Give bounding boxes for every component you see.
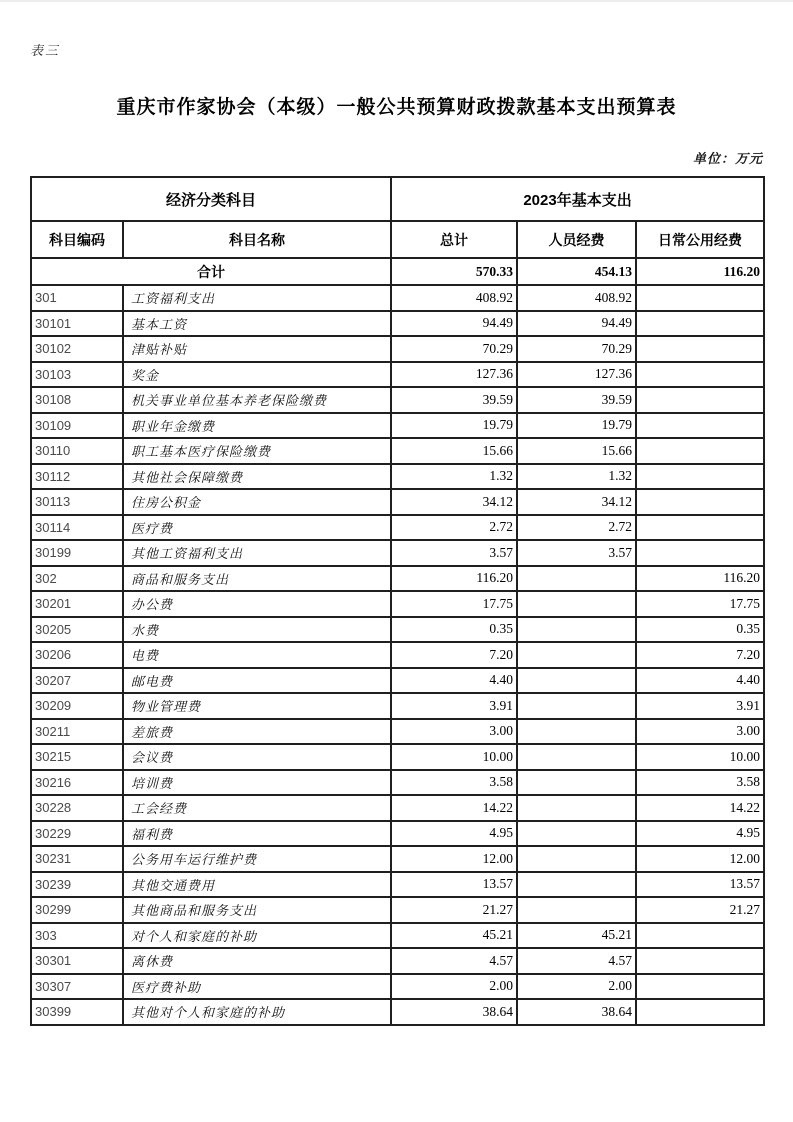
daily-value-cell (636, 489, 764, 515)
subject-code-cell: 30201 (31, 591, 123, 617)
table-row (31, 744, 764, 770)
daily-value-cell: 3.00 (636, 719, 764, 745)
unit-note: 单位：万元 (692, 151, 763, 166)
subject-code-cell: 303 (31, 923, 123, 949)
personnel-value-cell (517, 744, 636, 770)
grand-total-label: 合计 (31, 258, 391, 285)
header-economic-classification: 经济分类科目 (31, 177, 391, 221)
subject-name-cell: 职业年金缴费 (123, 413, 391, 439)
subject-code-cell: 30112 (31, 464, 123, 490)
subject-name-cell: 对个人和家庭的补助 (123, 923, 391, 949)
subject-code-cell: 30307 (31, 974, 123, 1000)
personnel-value-cell: 39.59 (517, 387, 636, 413)
personnel-value-cell: 3.57 (517, 540, 636, 566)
personnel-value-cell (517, 617, 636, 643)
total-value-cell: 3.57 (391, 540, 517, 566)
subject-code-cell: 30228 (31, 795, 123, 821)
personnel-value-cell: 38.64 (517, 999, 636, 1025)
total-value-cell: 4.40 (391, 668, 517, 694)
total-value-cell: 45.21 (391, 923, 517, 949)
subject-name-cell: 奖金 (123, 362, 391, 388)
total-value-cell: 38.64 (391, 999, 517, 1025)
table-row (31, 413, 764, 439)
personnel-value-cell (517, 846, 636, 872)
daily-value-cell: 116.20 (636, 566, 764, 592)
total-value-cell: 116.20 (391, 566, 517, 592)
subject-name-cell: 津贴补贴 (123, 336, 391, 362)
subject-code-cell: 30299 (31, 897, 123, 923)
personnel-value-cell (517, 795, 636, 821)
column-header-subject-code: 科目编码 (31, 221, 123, 258)
total-value-cell: 13.57 (391, 872, 517, 898)
daily-value-cell: 17.75 (636, 591, 764, 617)
table-row (31, 897, 764, 923)
daily-value-cell (636, 311, 764, 337)
daily-value-cell (636, 974, 764, 1000)
table-row (31, 617, 764, 643)
personnel-value-cell: 127.36 (517, 362, 636, 388)
subject-name-cell: 工资福利支出 (123, 285, 391, 311)
subject-code-cell: 30205 (31, 617, 123, 643)
subject-name-cell: 公务用车运行维护费 (123, 846, 391, 872)
grand-total-personnel-value: 454.13 (517, 258, 636, 285)
subject-code-cell: 30102 (31, 336, 123, 362)
daily-value-cell (636, 948, 764, 974)
total-value-cell: 12.00 (391, 846, 517, 872)
table-row (31, 642, 764, 668)
header-2023-basic-expenditure: 2023年基本支出 (391, 177, 764, 221)
subject-code-cell: 30229 (31, 821, 123, 847)
table-header (31, 177, 764, 258)
subject-name-cell: 基本工资 (123, 311, 391, 337)
personnel-value-cell (517, 897, 636, 923)
table-row (31, 974, 764, 1000)
daily-value-cell: 21.27 (636, 897, 764, 923)
daily-value-cell (636, 438, 764, 464)
daily-value-cell: 12.00 (636, 846, 764, 872)
subject-name-cell: 住房公积金 (123, 489, 391, 515)
personnel-value-cell (517, 770, 636, 796)
total-value-cell: 3.00 (391, 719, 517, 745)
personnel-value-cell: 34.12 (517, 489, 636, 515)
table-row (31, 566, 764, 592)
daily-value-cell (636, 540, 764, 566)
daily-value-cell (636, 336, 764, 362)
total-value-cell: 34.12 (391, 489, 517, 515)
subject-name-cell: 其他对个人和家庭的补助 (123, 999, 391, 1025)
table-row (31, 362, 764, 388)
subject-name-cell: 其他工资福利支出 (123, 540, 391, 566)
page-title: 重庆市作家协会（本级）一般公共预算财政拨款基本支出预算表 (116, 97, 677, 118)
subject-name-cell: 商品和服务支出 (123, 566, 391, 592)
subject-name-cell: 培训费 (123, 770, 391, 796)
subject-code-cell: 30216 (31, 770, 123, 796)
daily-value-cell: 0.35 (636, 617, 764, 643)
daily-value-cell: 4.40 (636, 668, 764, 694)
personnel-value-cell: 1.32 (517, 464, 636, 490)
table-row (31, 999, 764, 1025)
personnel-value-cell (517, 566, 636, 592)
table-row (31, 872, 764, 898)
subject-code-cell: 30215 (31, 744, 123, 770)
table-row (31, 336, 764, 362)
total-value-cell: 2.72 (391, 515, 517, 541)
table-row (31, 923, 764, 949)
table-row (31, 540, 764, 566)
budget-table (30, 176, 765, 1026)
daily-value-cell: 10.00 (636, 744, 764, 770)
column-header-personnel-funds: 人员经费 (517, 221, 636, 258)
subject-code-cell: 30239 (31, 872, 123, 898)
daily-value-cell (636, 362, 764, 388)
table-row (31, 668, 764, 694)
personnel-value-cell (517, 693, 636, 719)
subject-code-cell: 30108 (31, 387, 123, 413)
subject-code-cell: 30113 (31, 489, 123, 515)
total-value-cell: 17.75 (391, 591, 517, 617)
daily-value-cell: 7.20 (636, 642, 764, 668)
table-row (31, 311, 764, 337)
table-row (31, 821, 764, 847)
subject-code-cell: 30301 (31, 948, 123, 974)
subject-name-cell: 其他商品和服务支出 (123, 897, 391, 923)
table-number-label: 表三 (30, 43, 61, 58)
subject-name-cell: 其他社会保障缴费 (123, 464, 391, 490)
subject-name-cell: 办公费 (123, 591, 391, 617)
subject-name-cell: 医疗费 (123, 515, 391, 541)
daily-value-cell (636, 999, 764, 1025)
table-row (31, 489, 764, 515)
table-row (31, 591, 764, 617)
subject-name-cell: 医疗费补助 (123, 974, 391, 1000)
subject-code-cell: 30207 (31, 668, 123, 694)
personnel-value-cell (517, 668, 636, 694)
subject-name-cell: 工会经费 (123, 795, 391, 821)
table-row (31, 285, 764, 311)
table-row (31, 693, 764, 719)
subject-code-cell: 30209 (31, 693, 123, 719)
table-row (31, 387, 764, 413)
personnel-value-cell: 408.92 (517, 285, 636, 311)
subject-code-cell: 30114 (31, 515, 123, 541)
daily-value-cell (636, 413, 764, 439)
subject-name-cell: 电费 (123, 642, 391, 668)
daily-value-cell: 14.22 (636, 795, 764, 821)
personnel-value-cell: 70.29 (517, 336, 636, 362)
daily-value-cell (636, 285, 764, 311)
table-row (31, 464, 764, 490)
subject-name-cell: 离休费 (123, 948, 391, 974)
total-value-cell: 94.49 (391, 311, 517, 337)
subject-code-cell: 30199 (31, 540, 123, 566)
subject-name-cell: 邮电费 (123, 668, 391, 694)
subject-name-cell: 会议费 (123, 744, 391, 770)
personnel-value-cell: 2.00 (517, 974, 636, 1000)
total-value-cell: 2.00 (391, 974, 517, 1000)
subject-code-cell: 30109 (31, 413, 123, 439)
subject-code-cell: 301 (31, 285, 123, 311)
personnel-value-cell: 45.21 (517, 923, 636, 949)
subject-name-cell: 水费 (123, 617, 391, 643)
grand-total-daily-value: 116.20 (636, 258, 764, 285)
table-row (31, 770, 764, 796)
subject-name-cell: 福利费 (123, 821, 391, 847)
personnel-value-cell: 4.57 (517, 948, 636, 974)
column-header-total: 总计 (391, 221, 517, 258)
subject-name-cell: 其他交通费用 (123, 872, 391, 898)
total-value-cell: 19.79 (391, 413, 517, 439)
personnel-value-cell (517, 591, 636, 617)
subject-name-cell: 机关事业单位基本养老保险缴费 (123, 387, 391, 413)
subject-code-cell: 30103 (31, 362, 123, 388)
total-value-cell: 39.59 (391, 387, 517, 413)
personnel-value-cell (517, 642, 636, 668)
total-value-cell: 1.32 (391, 464, 517, 490)
table-row (31, 795, 764, 821)
personnel-value-cell (517, 872, 636, 898)
total-value-cell: 21.27 (391, 897, 517, 923)
personnel-value-cell: 15.66 (517, 438, 636, 464)
total-value-cell: 3.58 (391, 770, 517, 796)
personnel-value-cell (517, 719, 636, 745)
column-header-daily-public-funds: 日常公用经费 (636, 221, 764, 258)
grand-total-row (31, 258, 764, 285)
subject-code-cell: 30110 (31, 438, 123, 464)
table-row (31, 515, 764, 541)
grand-total-value: 570.33 (391, 258, 517, 285)
total-value-cell: 3.91 (391, 693, 517, 719)
subject-code-cell: 302 (31, 566, 123, 592)
total-value-cell: 7.20 (391, 642, 517, 668)
daily-value-cell (636, 387, 764, 413)
personnel-value-cell: 2.72 (517, 515, 636, 541)
subject-name-cell: 差旅费 (123, 719, 391, 745)
total-value-cell: 70.29 (391, 336, 517, 362)
subject-code-cell: 30231 (31, 846, 123, 872)
table-row (31, 438, 764, 464)
total-value-cell: 4.95 (391, 821, 517, 847)
table-row (31, 846, 764, 872)
subject-code-cell: 30206 (31, 642, 123, 668)
subject-code-cell: 30211 (31, 719, 123, 745)
total-value-cell: 10.00 (391, 744, 517, 770)
daily-value-cell: 4.95 (636, 821, 764, 847)
daily-value-cell (636, 515, 764, 541)
total-value-cell: 0.35 (391, 617, 517, 643)
total-value-cell: 14.22 (391, 795, 517, 821)
daily-value-cell: 3.91 (636, 693, 764, 719)
table-body (31, 285, 764, 1025)
total-value-cell: 127.36 (391, 362, 517, 388)
table-row (31, 719, 764, 745)
daily-value-cell (636, 923, 764, 949)
scan-edge-artifact (0, 0, 793, 2)
daily-value-cell: 3.58 (636, 770, 764, 796)
personnel-value-cell: 94.49 (517, 311, 636, 337)
subject-name-cell: 职工基本医疗保险缴费 (123, 438, 391, 464)
total-value-cell: 408.92 (391, 285, 517, 311)
column-header-subject-name: 科目名称 (123, 221, 391, 258)
total-value-cell: 4.57 (391, 948, 517, 974)
subject-code-cell: 30101 (31, 311, 123, 337)
daily-value-cell (636, 464, 764, 490)
subject-name-cell: 物业管理费 (123, 693, 391, 719)
total-value-cell: 15.66 (391, 438, 517, 464)
table-row (31, 948, 764, 974)
subject-code-cell: 30399 (31, 999, 123, 1025)
personnel-value-cell (517, 821, 636, 847)
personnel-value-cell: 19.79 (517, 413, 636, 439)
daily-value-cell: 13.57 (636, 872, 764, 898)
